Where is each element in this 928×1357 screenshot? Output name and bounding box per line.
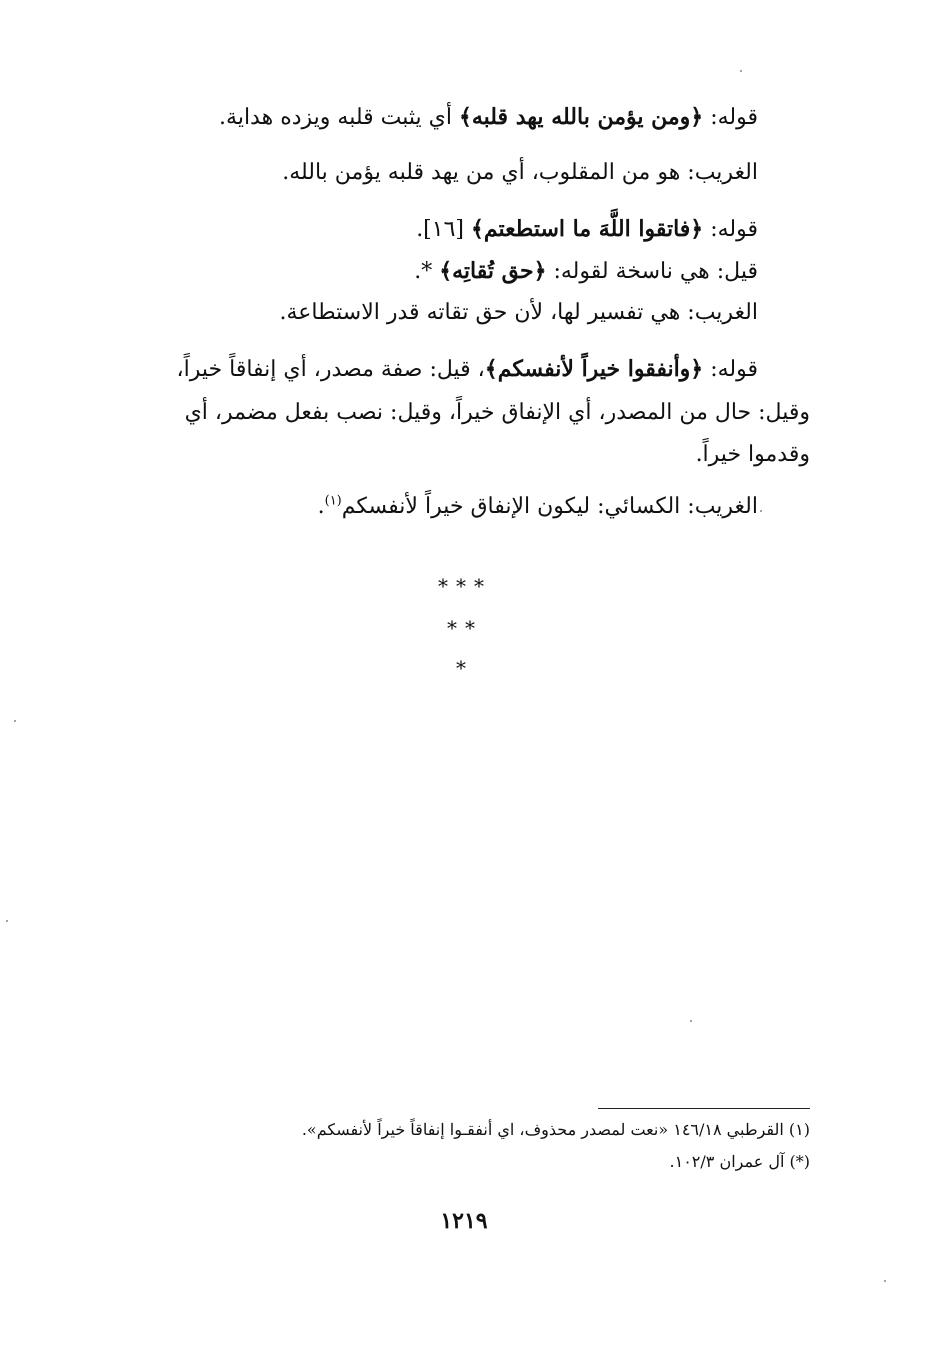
line-4-suffix: *.: [414, 259, 440, 284]
line-1-suffix: أي يثبت قلبه ويزده هداية.: [219, 105, 459, 130]
line-6-suffix: ، قيل: صفة مصدر، أي إنفاقاً خيراً،: [176, 357, 485, 382]
line-4-prefix: قيل: هي ناسخة لقوله:: [546, 259, 758, 284]
line-3-prefix: قوله:: [703, 217, 758, 242]
line-2-text: الغريب: هو من المقلوب، أي من يهد قلبه يؤمن بالله.: [282, 160, 758, 185]
text-line-7: [185, 396, 810, 430]
line-4-quran-quote: ﴿حق تُقاتِه﴾: [439, 258, 547, 284]
footnote-2-text: (*) آل عمران ١٠٢/٣.: [669, 1152, 810, 1171]
ornament-stars-row-3: *: [456, 656, 474, 680]
line-9-text: الغريب: الكسائي: ليكون الإنفاق خيراً لأنفسكم: [341, 494, 758, 519]
line-5-text: الغريب: هي تفسير لها، لأن حق تقاته قدر الاستطاعة.: [279, 300, 758, 325]
line-1-prefix: قوله:: [703, 105, 758, 130]
text-line-2: [282, 156, 758, 190]
ornament-stars-row-2: **: [447, 616, 483, 640]
footnote-separator: [598, 1108, 810, 1109]
scan-speck: [14, 720, 16, 722]
line-9-end: .: [317, 494, 325, 519]
footnote-1: [302, 1118, 810, 1142]
scan-speck: [884, 1280, 886, 1282]
page-number: ١٢١٩: [440, 1208, 488, 1234]
scan-speck: [760, 510, 762, 512]
scan-speck: [690, 1020, 692, 1022]
ornament-stars-row-1: ***: [438, 574, 492, 598]
line-6-prefix: قوله:: [703, 357, 758, 382]
scan-speck: [740, 70, 742, 72]
footnote-1-text: (١) القرطبي ١٤٦/١٨ «نعت لمصدر محذوف، اي أنفقـوا إنفاقاً خيراً لأنفسكم».: [301, 1120, 810, 1139]
text-line-9: [318, 490, 758, 524]
line-8-text: وقدموا خيراً.: [695, 442, 810, 467]
line-6-quran-quote: ﴿وأنفقوا خيراً لأنفسكم﴾: [484, 356, 704, 382]
text-line-3: [416, 212, 758, 247]
line-3-suffix: [١٦].: [416, 217, 471, 242]
text-line-5: [280, 296, 759, 330]
scan-speck: [6, 920, 8, 922]
text-line-1: [219, 100, 758, 135]
footnote-2: [670, 1150, 811, 1174]
footnote-ref-1: (١): [324, 493, 342, 509]
text-line-8: [696, 438, 810, 472]
line-3-quran-quote: ﴿فاتقوا اللَّهَ ما استطعتم﴾: [470, 216, 704, 242]
text-line-6: [177, 352, 758, 387]
line-7-text: وقيل: حال من المصدر، أي الإنفاق خيراً، وقيل: نصب بفعل مضمر، أي: [184, 400, 810, 425]
line-1-quran-quote: ﴿ومن يؤمن بالله يهد قلبه﴾: [458, 104, 704, 130]
text-line-4: [414, 254, 758, 289]
